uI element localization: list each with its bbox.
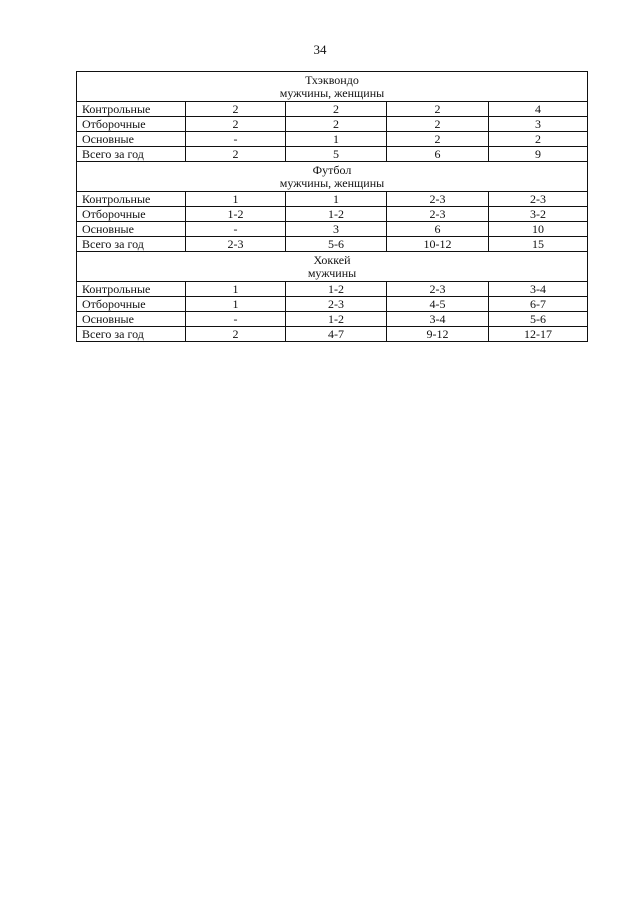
table-cell: 3-4: [387, 312, 489, 327]
row-label: Всего за год: [77, 237, 186, 252]
table-cell: 9: [489, 147, 588, 162]
table-cell: 5-6: [286, 237, 387, 252]
table-cell: 2: [286, 117, 387, 132]
table-row: [77, 222, 588, 237]
table-cell: 3: [286, 222, 387, 237]
row-label: Отборочные: [77, 117, 186, 132]
table-cell: -: [186, 222, 286, 237]
table-row: [77, 282, 588, 297]
table-cell: 4-5: [387, 297, 489, 312]
section-title: Тхэквондо: [305, 73, 359, 87]
row-label: Основные: [77, 312, 186, 327]
table-cell: 1-2: [286, 312, 387, 327]
table-cell: 12-17: [489, 327, 588, 342]
table-cell: 4: [489, 102, 588, 117]
table-cell: 6: [387, 222, 489, 237]
table-row: [77, 117, 588, 132]
table-cell: 5: [286, 147, 387, 162]
table-row: [77, 192, 588, 207]
table-cell: 1-2: [286, 207, 387, 222]
table-cell: 1-2: [186, 207, 286, 222]
table-cell: 1: [286, 132, 387, 147]
table-row: [77, 102, 588, 117]
table-cell: 15: [489, 237, 588, 252]
row-label: Контрольные: [77, 282, 186, 297]
table-cell: 2: [186, 117, 286, 132]
table-cell: 2-3: [186, 237, 286, 252]
table-cell: 9-12: [387, 327, 489, 342]
table-row-total: [77, 147, 588, 162]
page-number: 34: [313, 42, 327, 57]
row-label: Всего за год: [77, 147, 186, 162]
competitions-table: [76, 71, 588, 342]
table-cell: 2: [286, 102, 387, 117]
table-row-total: [77, 237, 588, 252]
section-header-cell: [77, 162, 588, 192]
section-subtitle: мужчины, женщины: [279, 176, 385, 190]
row-label: Основные: [77, 132, 186, 147]
row-label: Контрольные: [77, 192, 186, 207]
section-title: Футбол: [312, 163, 352, 177]
table-cell: 1: [186, 282, 286, 297]
section-subtitle: мужчины, женщины: [279, 86, 385, 100]
table-row-total: [77, 327, 588, 342]
table-cell: -: [186, 132, 286, 147]
table-cell: 1: [186, 192, 286, 207]
table-cell: 2-3: [387, 192, 489, 207]
table-cell: 10-12: [387, 237, 489, 252]
table-cell: 1-2: [286, 282, 387, 297]
section-header-cell: [77, 252, 588, 282]
table-cell: 2-3: [286, 297, 387, 312]
section-header: [77, 162, 588, 192]
section-header-cell: [77, 72, 588, 102]
table-row: [77, 312, 588, 327]
table-cell: 2: [387, 117, 489, 132]
table-cell: 2: [186, 102, 286, 117]
section-subtitle: мужчины: [307, 266, 357, 280]
table-row: [77, 207, 588, 222]
row-label: Всего за год: [77, 327, 186, 342]
table-cell: 2: [186, 147, 286, 162]
table-row: [77, 297, 588, 312]
row-label: Отборочные: [77, 207, 186, 222]
table-cell: 2: [387, 132, 489, 147]
table-cell: 2-3: [489, 192, 588, 207]
section-title: Хоккей: [313, 253, 351, 267]
table-cell: 2: [186, 327, 286, 342]
table-cell: -: [186, 312, 286, 327]
table-cell: 1: [286, 192, 387, 207]
table-cell: 3-2: [489, 207, 588, 222]
table-cell: 2: [489, 132, 588, 147]
row-label: Контрольные: [77, 102, 186, 117]
table-cell: 2-3: [387, 282, 489, 297]
row-label: Отборочные: [77, 297, 186, 312]
table-cell: 6: [387, 147, 489, 162]
table-cell: 2: [387, 102, 489, 117]
table-cell: 3-4: [489, 282, 588, 297]
table-cell: 3: [489, 117, 588, 132]
table-cell: 5-6: [489, 312, 588, 327]
table-cell: 1: [186, 297, 286, 312]
table-cell: 10: [489, 222, 588, 237]
table-cell: 6-7: [489, 297, 588, 312]
table-row: [77, 132, 588, 147]
row-label: Основные: [77, 222, 186, 237]
section-header: [77, 72, 588, 102]
table-cell: 4-7: [286, 327, 387, 342]
section-header: [77, 252, 588, 282]
table-cell: 2-3: [387, 207, 489, 222]
